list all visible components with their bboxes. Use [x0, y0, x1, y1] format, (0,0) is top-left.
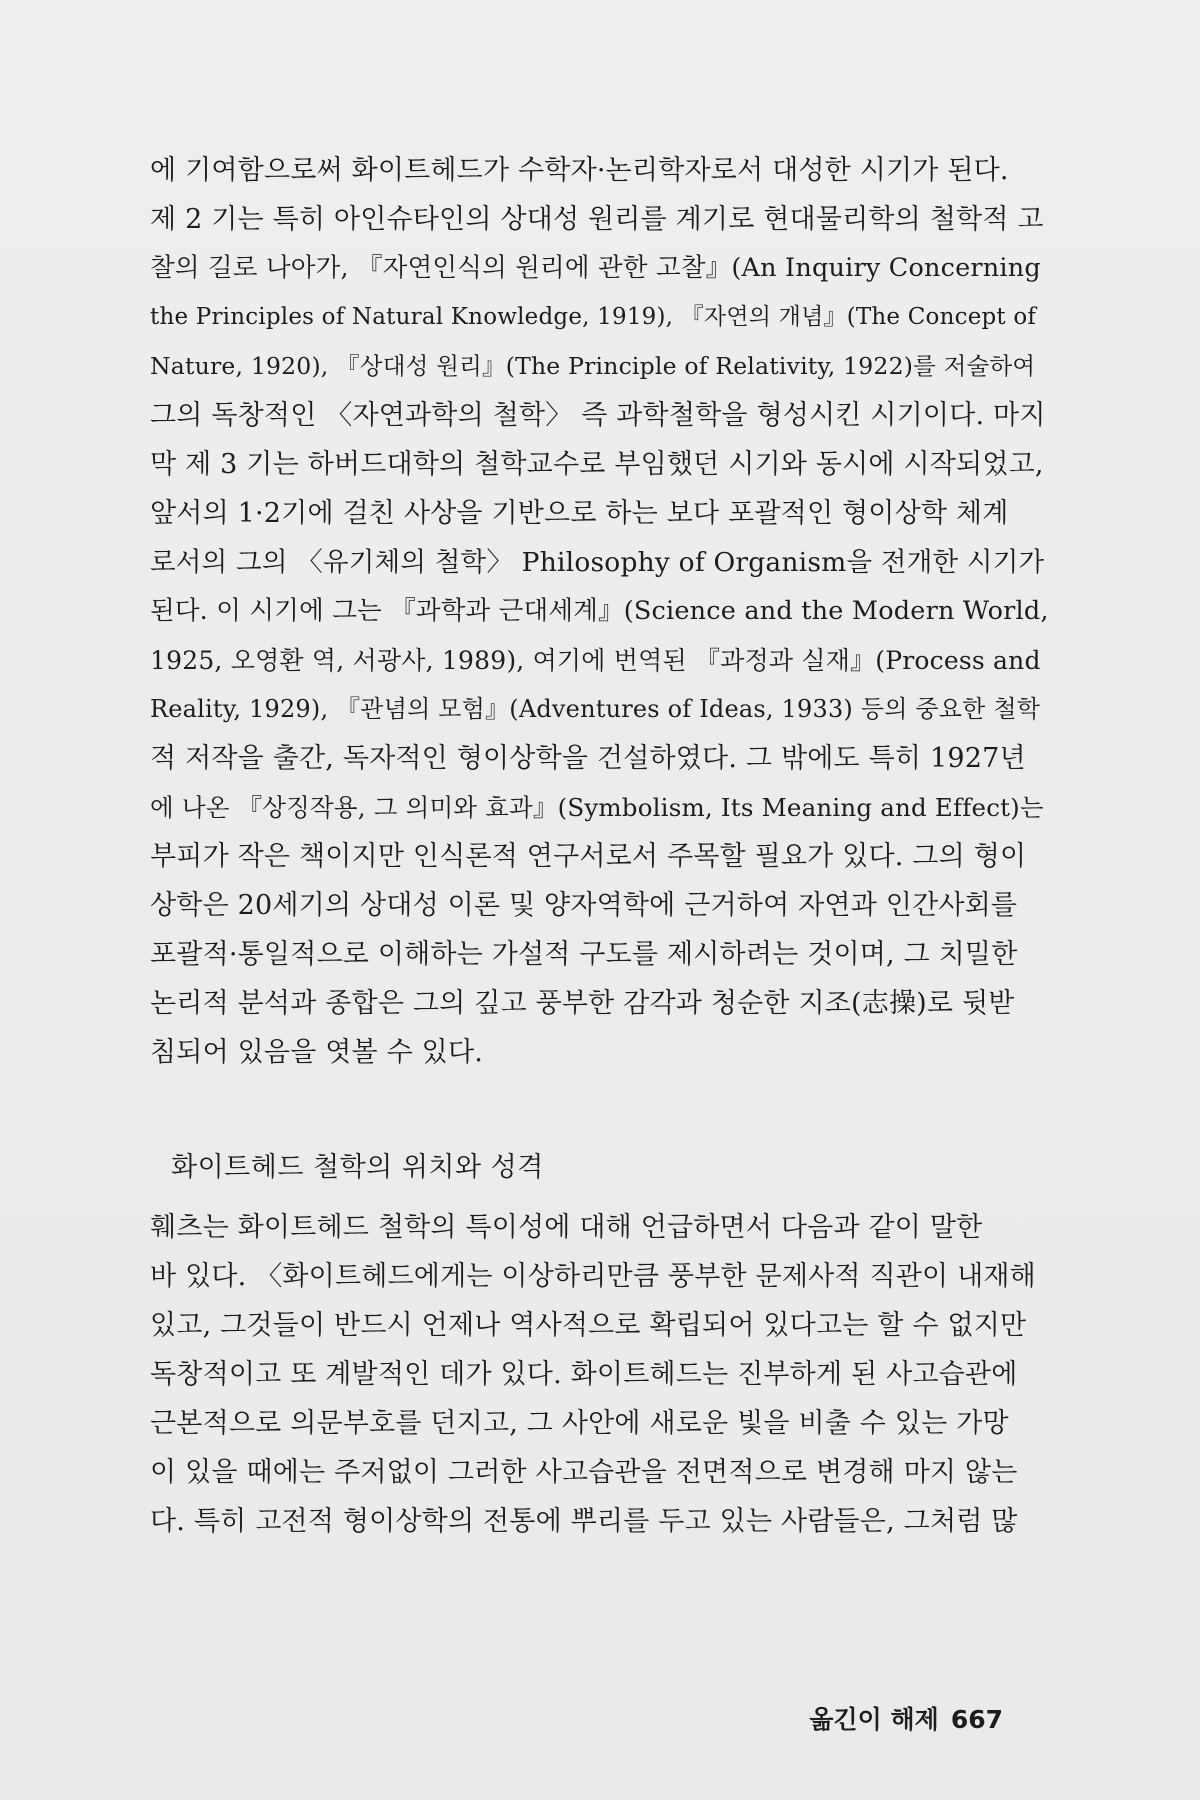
text-line: 막 제 3 기는 하버드대학의 철학교수로 부임했던 시기와 동시에 시작되었고,	[150, 449, 1044, 480]
text-line: 훼츠는 화이트헤드 철학의 특이성에 대해 언급하면서 다음과 같이 말한	[150, 1212, 983, 1243]
text-line: 로서의 그의 〈유기체의 철학〉 Philosophy of Organism을 전개한 시기가	[150, 547, 1045, 578]
text-line: 상학은 20세기의 상대성 이론 및 양자역학에 근거하여 자연과 인간사회를	[150, 890, 1018, 921]
text-line: 1925, 오영환 역, 서광사, 1989), 여기에 번역된 『과정과 실재』(Process and	[150, 646, 1041, 675]
text-line: 있고, 그것들이 반드시 언제나 역사적으로 확립되어 있다고는 할 수 없지만	[150, 1310, 1027, 1341]
text-line: 침되어 있음을 엿볼 수 있다.	[150, 1037, 484, 1068]
text-line: 앞서의 1·2기에 걸친 사상을 기반으로 하는 보다 포괄적인 형이상학 체계	[150, 498, 1009, 529]
running-footer	[809, 1700, 1003, 1740]
text-line: 찰의 길로 나아가, 『자연인식의 원리에 관한 고찰』(An Inquiry Concerning	[150, 253, 1041, 283]
text-line: 에 나온 『상징작용, 그 의미와 효과』(Symbolism, Its Meaning and Effect)는	[150, 793, 1044, 822]
text-line: 적 저작을 출간, 독자적인 형이상학을 건설하였다. 그 밖에도 특히 1927년	[150, 743, 1026, 774]
section-heading: 화이트헤드 철학의 위치와 성격	[171, 1152, 544, 1183]
text-line: 에 기여함으로써 화이트헤드가 수학자·논리학자로서 대성한 시기가 된다.	[150, 155, 1009, 186]
text-line: the Principles of Natural Knowledge, 1919), 『자연의 개념』(The Concept of	[150, 304, 1037, 330]
text-line: 바 있다. 〈화이트헤드에게는 이상하리만큼 풍부한 문제사적 직관이 내재해	[150, 1261, 1036, 1292]
text-line: 논리적 분석과 종합은 그의 깊고 풍부한 감각과 청순한 지조(志操)로 뒷받	[150, 988, 1015, 1019]
paragraph-2	[150, 1203, 1050, 1546]
text-line: 독창적이고 또 계발적인 데가 있다. 화이트헤드는 진부하게 된 사고습관에	[150, 1359, 1018, 1390]
text-line: 제 2 기는 특히 아인슈타인의 상대성 원리를 계기로 현대물리학의 철학적 고	[150, 204, 1044, 235]
text-line: 근본적으로 의문부호를 던지고, 그 사안에 새로운 빛을 비출 수 있는 가망	[150, 1408, 1009, 1439]
text-line: 포괄적·통일적으로 이해하는 가설적 구도를 제시하려는 것이며, 그 치밀한	[150, 939, 1018, 970]
text-line: Reality, 1929), 『관념의 모험』(Adventures of Ideas, 1933) 등의 중요한 철학	[150, 695, 1041, 723]
page-number: 667	[950, 1705, 1003, 1734]
text-line: 부피가 작은 책이지만 인식론적 연구서로서 주목할 필요가 있다. 그의 형이	[150, 841, 1027, 872]
footer-label: 옮긴이 해제	[809, 1705, 939, 1734]
text-line: Nature, 1920), 『상대성 원리』(The Principle of Relativity, 1922)를 저술하여	[150, 352, 1036, 380]
text-line: 이 있을 때에는 주저없이 그러한 사고습관을 전면적으로 변경해 마지 않는	[150, 1457, 1018, 1488]
paragraph-1	[150, 146, 1050, 1077]
text-line: 다. 특히 고전적 형이상학의 전통에 뿌리를 두고 있는 사람들은, 그처럼 많	[150, 1506, 1018, 1537]
text-line: 된다. 이 시기에 그는 『과학과 근대세계』(Science and the Modern World,	[150, 596, 1049, 626]
text-line: 그의 독창적인 〈자연과학의 철학〉 즉 과학철학을 형성시킨 시기이다. 마지	[150, 400, 1046, 431]
